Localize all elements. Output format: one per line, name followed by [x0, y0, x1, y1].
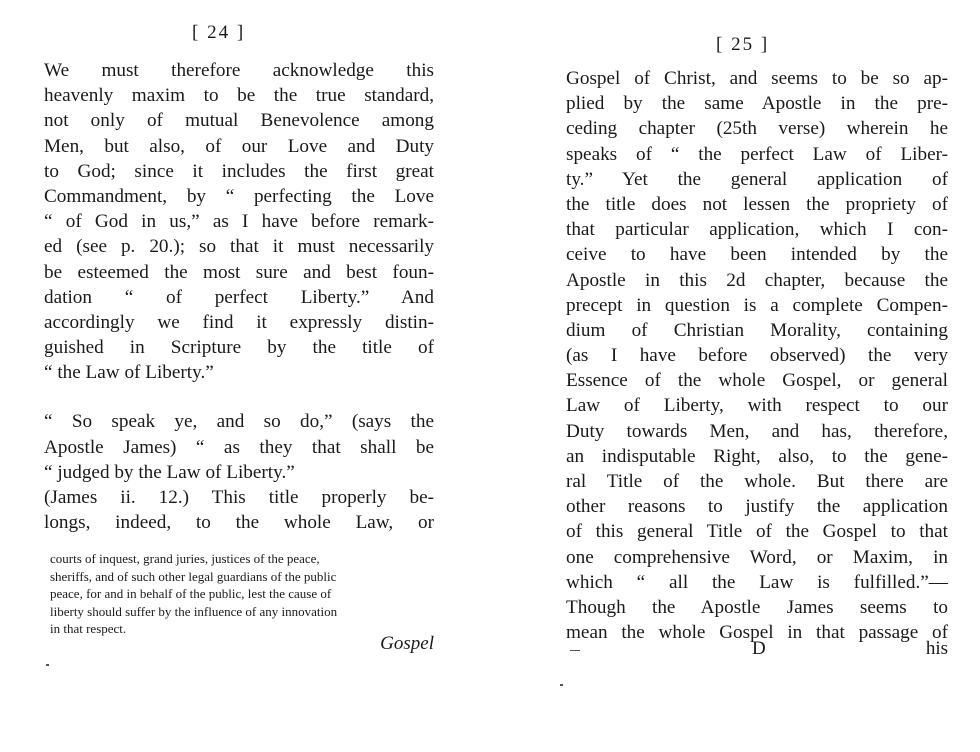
text-line: which “ all the Law is fulfilled.”— — [566, 571, 948, 593]
text-line: of this general Title of the Gospel to that — [566, 521, 948, 543]
text-line: “ So speak ye, and so do,” (says the — [44, 411, 434, 433]
text-line: longs, indeed, to the whole Law, or — [44, 512, 434, 534]
text-line: Commandment, by “ perfecting the Love — [44, 185, 434, 207]
text-line: “ of God in us,” as I have before remark- — [44, 211, 434, 233]
text-line: We must therefore acknowledge this — [44, 60, 434, 81]
footnote-line: in that respect. — [50, 621, 127, 637]
text-line: plied by the same Apostle in the pre- — [566, 93, 948, 115]
footnote-line: sheriffs, and of such other legal guardians of the public — [50, 568, 337, 584]
text-line: Men, but also, of our Love and Duty — [44, 135, 434, 157]
text-line: Law of Liberty, with respect to our — [566, 395, 948, 417]
signature-mark: D — [752, 638, 766, 659]
text-line: other reasons to justify the application — [566, 496, 948, 518]
text-line: that particular application, which I con- — [566, 219, 948, 241]
catchword: his — [925, 638, 948, 659]
print-speck — [570, 650, 580, 651]
print-speck — [560, 684, 563, 686]
text-line: speaks of “ the perfect Law of Liber- — [566, 143, 948, 165]
print-speck — [46, 664, 49, 666]
text-line: an indisputable Right, also, to the gene- — [566, 445, 948, 467]
text-line: ceding chapter (25th verse) wherein he — [566, 118, 948, 140]
text-line: Essence of the whole Gospel, or general — [566, 370, 948, 392]
text-line: (as I have before observed) the very — [566, 345, 948, 367]
text-line: precept in question is a complete Compen- — [566, 294, 948, 316]
text-line: ral Title of the whole. But there are — [566, 471, 948, 492]
text-line: “ judged by the Law of Liberty.” — [44, 461, 295, 483]
text-line: mean the whole Gospel in that passage of — [566, 622, 948, 644]
text-line: the title does not lessen the propriety of — [566, 193, 948, 215]
body-text — [44, 58, 434, 535]
footnote-line: courts of inquest, grand juries, justices of the peace, — [50, 551, 320, 566]
text-line: Though the Apostle James seems to — [566, 596, 948, 618]
footnote — [50, 550, 434, 638]
footnote-line: liberty should suffer by the influence of any innovation — [50, 603, 338, 619]
page-number: [ 24 ] — [192, 22, 246, 43]
text-line: be esteemed the most sure and best foun- — [44, 261, 434, 283]
text-line: heavenly maxim to be the true standard, — [44, 85, 434, 107]
text-line: Gospel of Christ, and seems to be so ap- — [566, 68, 948, 89]
text-line: Apostle James) “ as they that shall be — [44, 436, 434, 458]
text-line: dation “ of perfect Liberty.” And — [44, 286, 434, 308]
text-line: not only of mutual Benevolence among — [44, 110, 434, 132]
catchword: Gospel — [380, 633, 434, 654]
text-line: “ the Law of Liberty.” — [44, 362, 214, 384]
body-text — [566, 66, 948, 645]
page-number: [ 25 ] — [716, 34, 770, 55]
text-line: Apostle in this 2d chapter, because the — [566, 269, 948, 291]
text-line: (James ii. 12.) This title properly be- — [44, 487, 434, 508]
text-line: ceive to have been intended by the — [566, 244, 948, 266]
text-line: dium of Christian Morality, containing — [566, 319, 948, 341]
paragraph-gap — [44, 385, 434, 409]
text-line: guished in Scripture by the title of — [44, 337, 434, 359]
footnote-line: peace, for and in behalf of the public, lest the cause of — [50, 586, 332, 602]
text-line: one comprehensive Word, or Maxim, in — [566, 546, 948, 568]
text-line: ed (see p. 20.); so that it must necessarily — [44, 236, 434, 258]
text-line: ty.” Yet the general application of — [566, 168, 948, 190]
text-line: Duty towards Men, and has, therefore, — [566, 420, 948, 442]
text-line: accordingly we find it expressly distin- — [44, 311, 434, 333]
text-line: to God; since it includes the first great — [44, 160, 434, 182]
